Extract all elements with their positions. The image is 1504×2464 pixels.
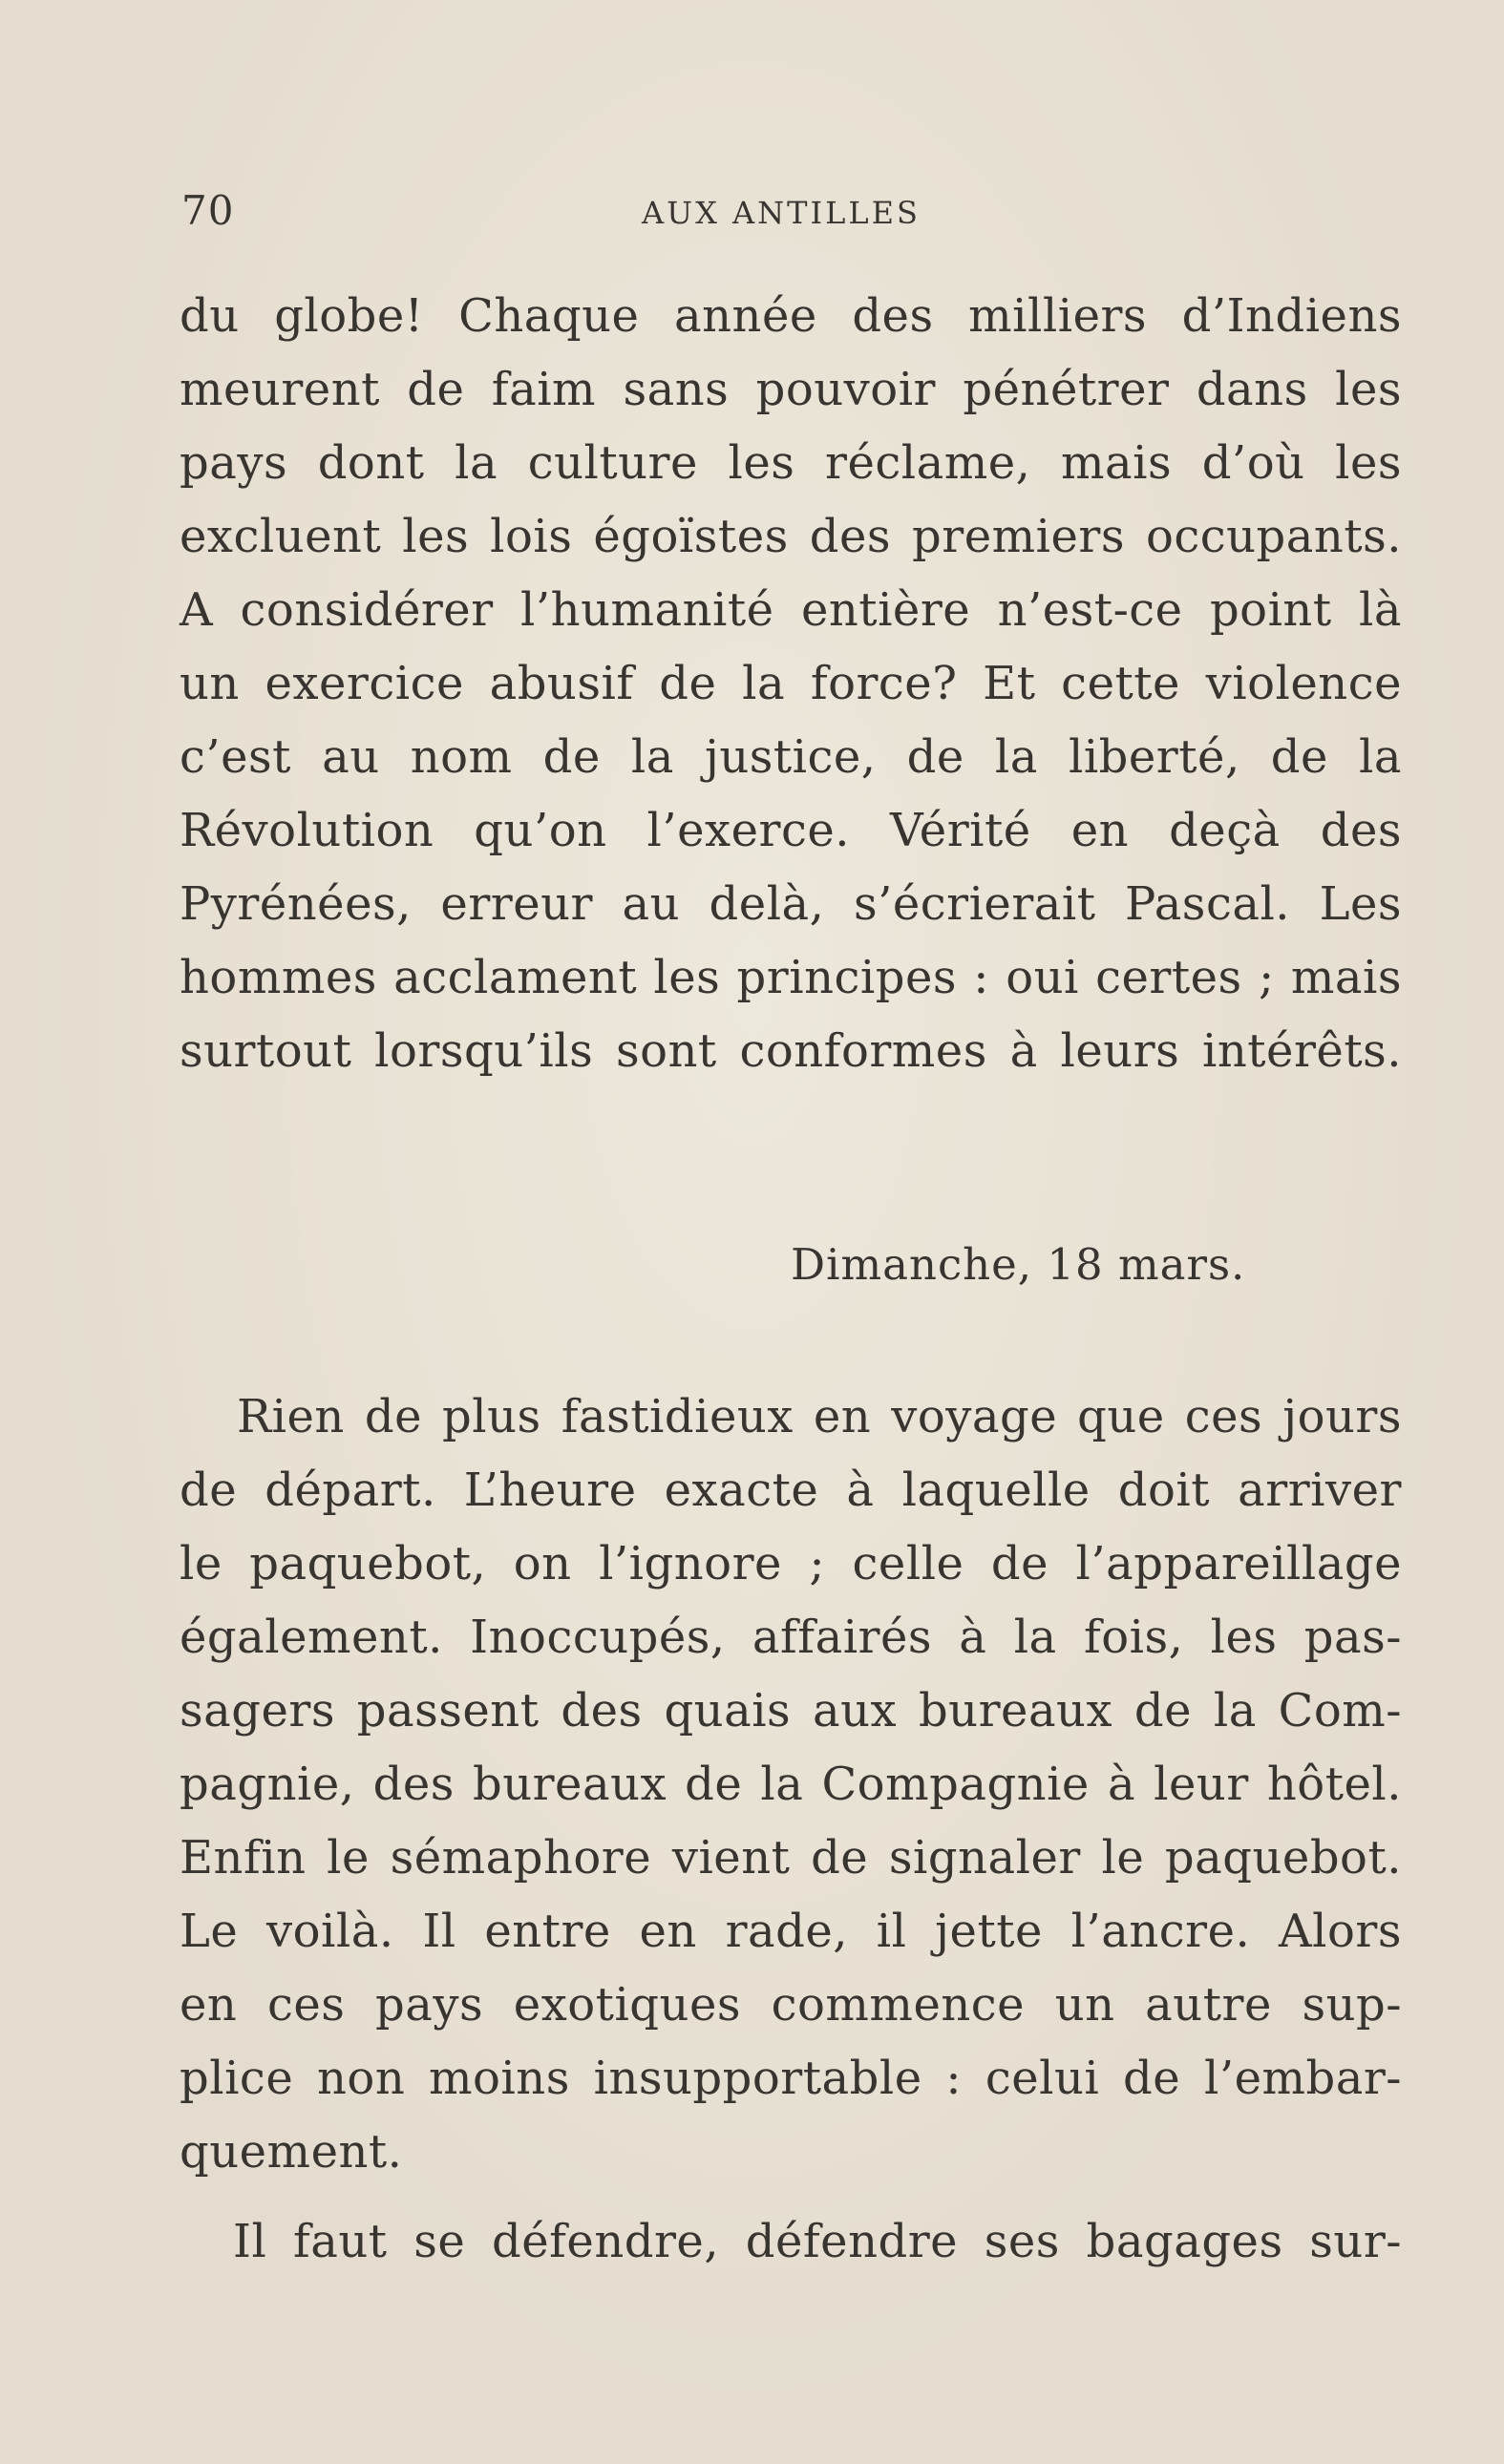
text-line: hommes acclament les principes : oui certes ; mais [180, 951, 1402, 1004]
text-line: le paquebot, on l’ignore ; celle de l’appareillage [180, 1537, 1402, 1590]
text-line: pagnie, des bureaux de la Compagnie à leur hôtel. [180, 1758, 1402, 1811]
text-line: du globe! Chaque année des milliers d’Indiens [180, 289, 1402, 343]
text-line: également. Inoccupés, affairés à la fois, les pas- [180, 1611, 1402, 1664]
text-line: Pyrénées, erreur au delà, s’écrierait Pascal. Les [180, 877, 1402, 931]
text-line: plice non moins insupportable : celui de l’embar- [180, 2052, 1402, 2105]
text-line: excluent les lois égoïstes des premiers occupants. [180, 510, 1402, 563]
paragraph-3 [180, 2205, 1402, 2279]
text-line: Le voilà. Il entre en rade, il jette l’ancre. Alors [180, 1905, 1402, 1958]
text-line: Rien de plus fastidieux en voyage que ces jours [237, 1390, 1402, 1443]
text-line: c’est au nom de la justice, de la liberté, de la [180, 730, 1402, 784]
page-header [181, 187, 1404, 244]
paragraph-2 [180, 1380, 1402, 2189]
text-line: pays dont la culture les réclame, mais d’où les [180, 436, 1402, 490]
dateline: Dimanche, 18 mars. [791, 1239, 1246, 1290]
text-line: meurent de faim sans pouvoir pénétrer dans les [180, 363, 1402, 416]
text-line: quement. [180, 2125, 403, 2179]
running-title: AUX ANTILLES [642, 195, 921, 231]
text-line: surtout lorsqu’ils sont conformes à leurs intérêts. [180, 1024, 1402, 1078]
page-number: 70 [181, 187, 235, 234]
text-line: de départ. L’heure exacte à laquelle doit arriver [180, 1464, 1402, 1517]
paragraph-1 [180, 280, 1402, 1088]
text-line: Révolution qu’on l’exerce. Vérité en deçà des [180, 804, 1402, 857]
text-line: sagers passent des quais aux bureaux de la Com- [180, 1684, 1402, 1737]
text-line: Il faut se défendre, défendre ses bagages sur- [233, 2215, 1402, 2268]
text-line: un exercice abusif de la force? Et cette violence [180, 657, 1402, 710]
text-line: A considérer l’humanité entière n’est-ce point là [180, 583, 1402, 637]
text-line: Enfin le sémaphore vient de signaler le paquebot. [180, 1831, 1402, 1885]
text-line: en ces pays exotiques commence un autre sup- [180, 1978, 1402, 2032]
